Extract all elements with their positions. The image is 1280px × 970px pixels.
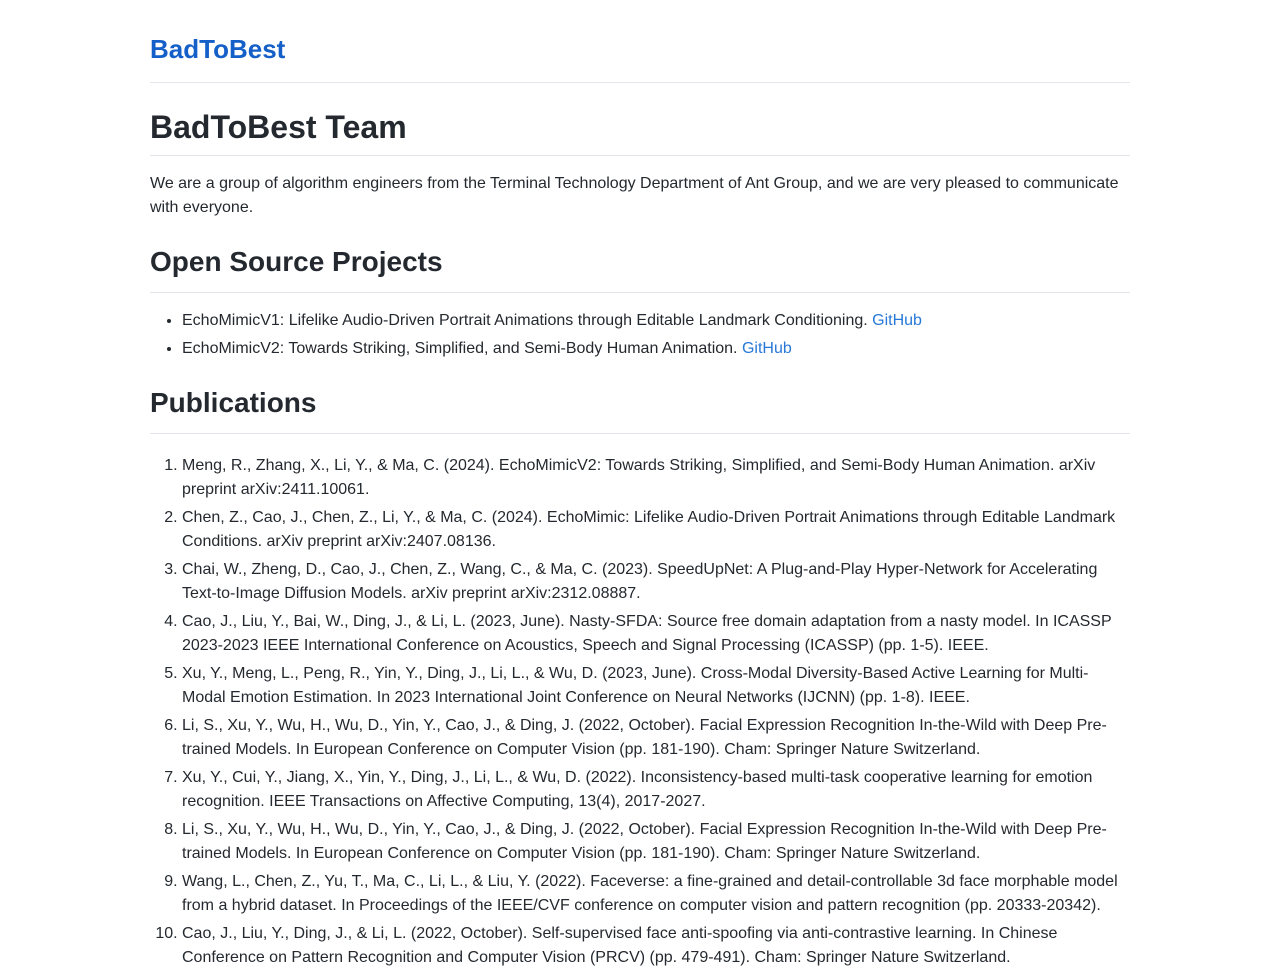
publications-list xyxy=(150,454,1130,970)
open-source-list xyxy=(150,309,1130,361)
project-description: EchoMimicV1: Lifelike Audio-Driven Portrait Animations through Editable Landmark Conditioning. xyxy=(182,312,868,330)
publication-item: 3. Chai, W., Zheng, D., Cao, J., Chen, Z., Wang, C., & Ma, C. (2023). SpeedUpNet: A Plug-and-Play Hyper-Network for Accelerating Text-to-Image Diffusion Models. arXiv preprint arXiv:2312.08887. xyxy=(182,558,1130,606)
publications-heading: Publications xyxy=(150,385,1130,434)
team-heading: BadToBest Team xyxy=(150,107,1130,156)
project-item-echomimicv1 xyxy=(182,309,1130,333)
publication-item: 5. Xu, Y., Meng, L., Peng, R., Yin, Y., Ding, J., Li, L., & Wu, D. (2023, June). Cross-Modal Diversity-Based Active Learning for Multi-Modal Emotion Estimation. In 2023 International Joint Conference on Neural Networks (IJCNN) (pp. 1-8). IEEE. xyxy=(182,662,1130,710)
open-source-heading: Open Source Projects xyxy=(150,244,1130,293)
project-item-echomimicv2 xyxy=(182,337,1130,361)
site-header xyxy=(150,34,1130,83)
github-link-echomimicv2[interactable]: GitHub xyxy=(741,340,792,358)
publication-item: 7. Xu, Y., Cui, Y., Jiang, X., Yin, Y., Ding, J., Li, L., & Wu, D. (2022). Inconsistency-based multi-task cooperative learning for emotion recognition. IEEE Transactions on Affective Computing, 13(4), 2017-2027. xyxy=(182,766,1130,814)
project-description: EchoMimicV2: Towards Striking, Simplified, and Semi-Body Human Animation. xyxy=(182,340,738,358)
publication-item: 4. Cao, J., Liu, Y., Bai, W., Ding, J., & Li, L. (2023, June). Nasty-SFDA: Source free domain adaptation from a nasty model. In ICASSP 2023-2023 IEEE International Conference on Acoustics, Speech and Signal Processing (ICASSP) (pp. 1-5). IEEE. xyxy=(182,610,1130,658)
publication-item: 9. Wang, L., Chen, Z., Yu, T., Ma, C., Li, L., & Liu, Y. (2022). Faceverse: a fine-grained and detail-controllable 3d face morphable model from a hybrid dataset. In Proceedings of the IEEE/CVF conference on computer vision and pattern recognition (pp. 20333-20342). xyxy=(182,870,1130,918)
publication-item: 10. Cao, J., Liu, Y., Ding, J., & Li, L. (2022, October). Self-supervised face anti-spoofing via anti-contrastive learning. In Chinese Conference on Pattern Recognition and Computer Vision (PRCV) (pp. 479-491). Cham: Springer Nature Switzerland. xyxy=(182,922,1130,970)
publication-item: 8. Li, S., Xu, Y., Wu, H., Wu, D., Yin, Y., Cao, J., & Ding, J. (2022, October). Facial Expression Recognition In-the-Wild with Deep Pre-trained Models. In European Conference on Computer Vision (pp. 181-190). Cham: Springer Nature Switzerland. xyxy=(182,818,1130,866)
page-container xyxy=(150,0,1130,970)
publication-item: 6. Li, S., Xu, Y., Wu, H., Wu, D., Yin, Y., Cao, J., & Ding, J. (2022, October). Facial Expression Recognition In-the-Wild with Deep Pre-trained Models. In European Conference on Computer Vision (pp. 181-190). Cham: Springer Nature Switzerland. xyxy=(182,714,1130,762)
main-content xyxy=(150,107,1130,970)
site-title xyxy=(150,34,1130,83)
publication-item: 2. Chen, Z., Cao, J., Chen, Z., Li, Y., & Ma, C. (2024). EchoMimic: Lifelike Audio-Driven Portrait Animations through Editable Landmark Conditions. arXiv preprint arXiv:2407.08136. xyxy=(182,506,1130,554)
publication-item: 1. Meng, R., Zhang, X., Li, Y., & Ma, C. (2024). EchoMimicV2: Towards Striking, Simplified, and Semi-Body Human Animation. arXiv preprint arXiv:2411.10061. xyxy=(182,454,1130,502)
github-link-echomimicv1[interactable]: GitHub xyxy=(872,312,922,330)
site-title-link[interactable]: BadToBest xyxy=(150,34,286,64)
intro-paragraph: We are a group of algorithm engineers from the Terminal Technology Department of Ant Group, and we are very pleased to communicate with everyone. xyxy=(150,175,1119,217)
